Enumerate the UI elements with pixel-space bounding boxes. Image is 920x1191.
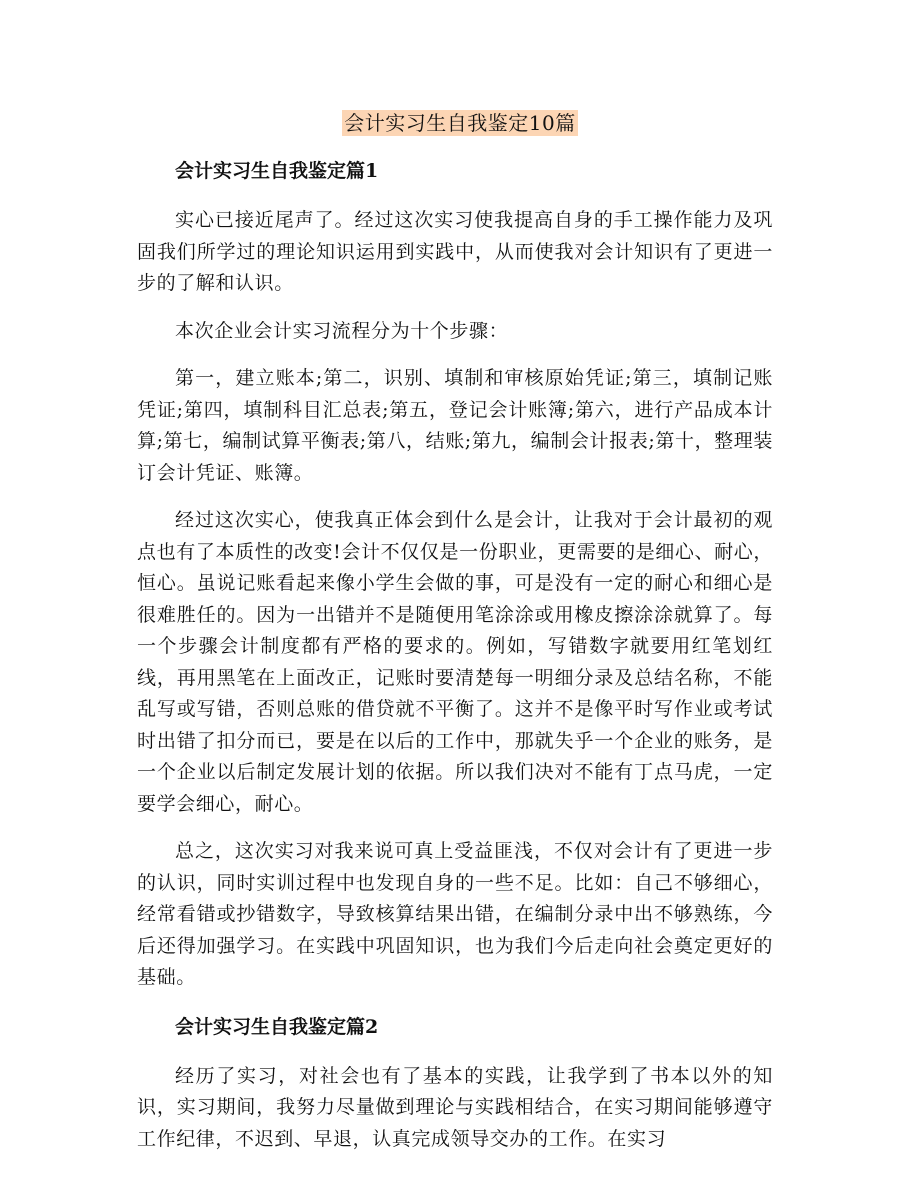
document-body: [137, 154, 773, 1171]
paragraph: 经历了实习，对社会也有了基本的实践，让我学到了书本以外的知识，实习期间，我努力尽量做到理论与实践相结合，在实习期间能够遵守工作纪律，不迟到、早退，认真完成领导交办的工作。在实习: [137, 1064, 773, 1150]
paragraph: 总之，这次实习对我来说可真上受益匪浅，不仅对会计有了更进一步的认识，同时实训过程中也发现自身的一些不足。比如：自己不够细心，经常看错或抄错数字，导致核算结果出错，在编制分录中出不够熟练，今后还得加强学习。在实践中巩固知识，也为我们今后走向社会奠定更好的基础。: [137, 840, 773, 988]
paragraph: 本次企业会计实习流程分为十个步骤：: [175, 319, 509, 342]
section-heading-1: 会计实习生自我鉴定篇1: [175, 160, 379, 182]
paragraph: 实心已接近尾声了。经过这次实习使我提高自身的手工操作能力及巩固我们所学过的理论知识运用到实践中，从而使我对会计知识有了更进一步的了解和认识。: [137, 209, 773, 294]
paragraph: 经过这次实心，使我真正体会到什么是会计，让我对于会计最初的观点也有了本质性的改变!会计不仅仅是一份职业，更需要的是细心、耐心，恒心。虽说记账看起来像小学生会做的事，可是没有一定的耐心和细心是很难胜任的。因为一出错并不是随便用笔涂涂或用橡皮擦涂涂就算了。每一个步骤会计制度都有严格的要求的。例如，写错数字就要用红笔划红线，再用黑笔在上面改正，记账时要清楚每一明细分录及总结名称，不能乱写或写错，否则总账的借贷就不平衡了。这并不是像平时写作业或考试时出错了扣分而已，要是在以后的工作中，那就失乎一个企业的账务，是一个企业以后制定发展计划的依据。所以我们决对不能有丁点马虎，一定要学会细心，耐心。: [137, 509, 773, 815]
title-container: [0, 110, 920, 136]
section-heading-2: 会计实习生自我鉴定篇2: [175, 1015, 379, 1038]
document-title: 会计实习生自我鉴定10篇: [344, 111, 576, 135]
paragraph: 第一，建立账本;第二，识别、填制和审核原始凭证;第三，填制记账凭证;第四，填制科目汇总表;第五，登记会计账簿;第六，进行产品成本计算;第七，编制试算平衡表;第八，结账;第九，编制会计报表;第十，整理装订会计凭证、账簿。: [137, 367, 773, 484]
